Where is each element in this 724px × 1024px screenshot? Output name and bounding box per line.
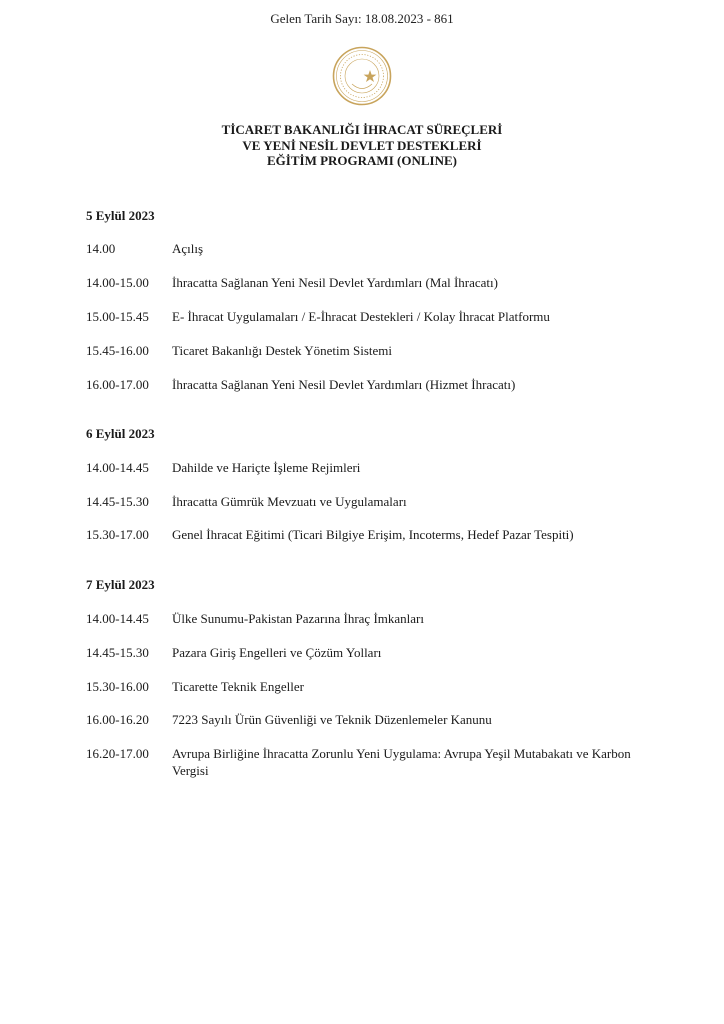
session-topic: Genel İhracat Eğitimi (Ticari Bilgiye Erişim, Incoterms, Hedef Pazar Tespiti) (172, 527, 574, 542)
day-heading: 6 Eylül 2023 (86, 426, 155, 441)
session-time: 14.45-15.30 (86, 494, 149, 509)
session-topic: Ticaret Bakanlığı Destek Yönetim Sistemi (172, 343, 393, 358)
session-topic: İhracatta Sağlanan Yeni Nesil Devlet Yardımları (Mal İhracatı) (172, 275, 498, 290)
session-time: 16.00-17.00 (86, 377, 149, 392)
session-topic: İhracatta Sağlanan Yeni Nesil Devlet Yardımları (Hizmet İhracatı) (172, 377, 516, 392)
session-time: 15.30-17.00 (86, 527, 149, 542)
session-topic: Pazara Giriş Engelleri ve Çözüm Yolları (172, 645, 382, 660)
session-topic: Ticarette Teknik Engeller (172, 679, 304, 694)
session-time: 14.00-14.45 (86, 460, 149, 475)
session-topic: 7223 Sayılı Ürün Güvenliği ve Teknik Düzenlemeler Kanunu (172, 712, 492, 727)
session-time: 15.45-16.00 (86, 343, 149, 358)
title-line-2: VE YENİ NESİL DEVLET DESTEKLERİ (242, 137, 482, 153)
session-topic: İhracatta Gümrük Mevzuatı ve Uygulamaları (172, 494, 407, 509)
session-time: 15.00-15.45 (86, 309, 149, 324)
session-time: 14.45-15.30 (86, 645, 149, 660)
session-topic: Dahilde ve Hariçte İşleme Rejimleri (172, 460, 361, 475)
day-heading: 5 Eylül 2023 (86, 208, 155, 223)
session-time: 16.20-17.00 (86, 746, 149, 761)
session-time: 16.00-16.20 (86, 712, 149, 727)
title-line-1: TİCARET BAKANLIĞI İHRACAT SÜREÇLERİ (221, 122, 503, 137)
session-topic: Ülke Sunumu-Pakistan Pazarına İhraç İmkanları (172, 611, 424, 626)
session-time: 14.00 (86, 241, 116, 256)
document-title (0, 122, 724, 169)
session-topic: Açılış (172, 241, 204, 256)
title-line-3: EĞİTİM PROGRAMI (ONLINE) (267, 153, 457, 168)
session-topic: Avrupa Birliğine İhracatta Zorunlu Yeni Uygulama: Avrupa Yeşil Mutabakatı ve Karbon Vergisi (172, 746, 631, 778)
session-time: 14.00-14.45 (86, 611, 149, 626)
document-reference: Gelen Tarih Sayı: 18.08.2023 - 861 (270, 11, 454, 26)
session-time: 15.30-16.00 (86, 679, 149, 694)
day-heading: 7 Eylül 2023 (86, 577, 155, 592)
session-topic: E- İhracat Uygulamaları / E-İhracat Destekleri / Kolay İhracat Platformu (172, 309, 550, 324)
session-time: 14.00-15.00 (86, 275, 149, 290)
ministry-seal-icon (332, 46, 392, 106)
